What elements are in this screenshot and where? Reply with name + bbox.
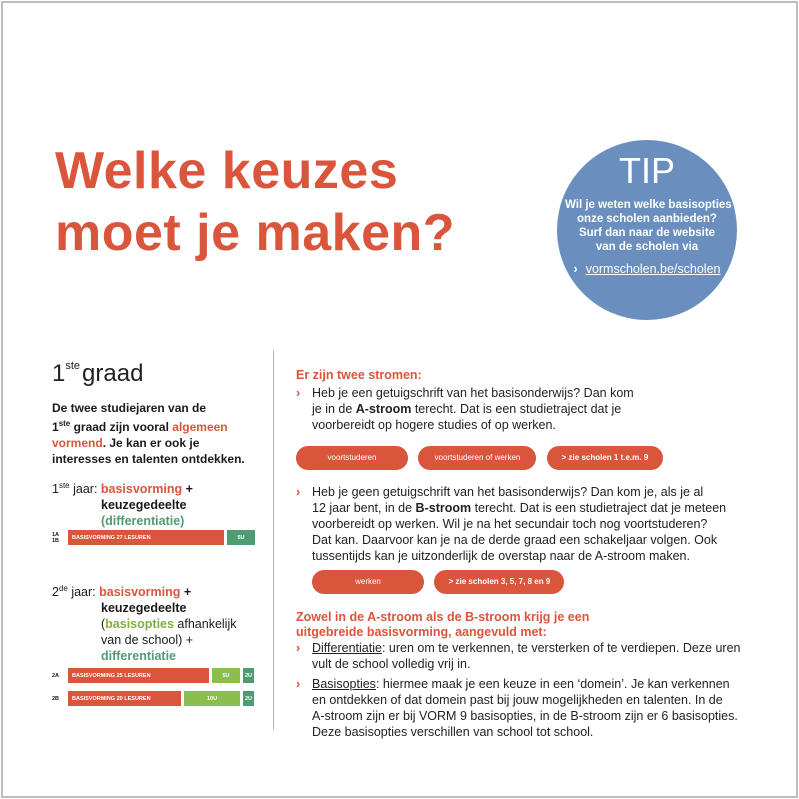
pill-voortstuderen[interactable]: voortstuderen [296,446,408,470]
para-line: A-stroom zijn er bij VORM 9 basisopties, in de B-stroom zijn er 6 basisopties. [312,709,738,723]
a-stroom-term: A-stroom [355,402,412,416]
bar-2a [52,668,257,683]
para-line: voorbereidt op hogere studies of op werken. [312,418,556,432]
jaar1-keuze: keuzegedeelte [101,498,187,512]
bar-1a1b [52,530,258,545]
bar-label-2b: 2B [52,695,60,702]
title-line-2: moet je maken? [55,204,456,262]
para-line: voorbereidt op werken. Wil je na het secundair toch nog voortstuderen? [312,517,708,531]
jaar1-num: 1 [52,482,59,496]
bar-segment-diff: 2U [243,691,254,706]
chevron-right-icon: › [296,485,301,499]
intro-line: De twee studiejaren van de [52,401,207,415]
graad-number: 1 [52,360,66,387]
jaar2-sup: de [58,584,68,593]
bar-segment-diff: 2U [243,668,254,683]
graad-heading [52,360,267,388]
tip-link[interactable] [557,262,737,276]
bar-label-1b: 1B [52,537,60,544]
intro-line: interesses en talenten ontdekken. [52,452,245,466]
para-line: Heb je een getuigschrift van het basisonderwijs? Dan kom [312,386,634,400]
bar-label [52,532,68,544]
jaar2-basis: basisvorming [99,585,181,599]
jaar2-opties: basisopties [105,617,174,631]
para-text: je in de [312,402,356,416]
pill-werken[interactable]: werken [312,570,424,594]
para-text: terecht. Dat is een studietraject dat je meteen [471,501,727,515]
left-column [52,360,267,702]
b-stroom-pills [296,570,741,594]
jaar2-keuze: keuzegedeelte [101,601,187,615]
a-stroom-paragraph [296,385,741,433]
differentiatie-term: Differentiatie [312,641,382,655]
bar-segment-opties: 10U [184,691,240,706]
jaar2-van: van de school) + [101,633,194,647]
intro-mid: graad zijn vooral [70,420,173,434]
bar-segment-opties: 5U [212,668,240,683]
intro-line [52,416,272,435]
para-line [312,676,741,692]
jaar2-plus: + [180,585,192,599]
basisopties-term: Basisopties [312,677,376,691]
para-line: tussentijds kan je uitzonderlijk de overstap naar de A-stroom maken. [312,549,690,563]
intro-red-2: vormend [52,436,103,450]
jaar2-num: 2 [52,585,59,599]
jaar1-basis: basisvorming [100,482,183,496]
chevron-right-icon: › [573,262,578,276]
page-title [55,140,455,264]
chevron-right-icon: › [296,677,301,691]
bar-segment-basis: BASISVORMING 25 LESUREN [68,668,209,683]
para-text: : hiermee maak je een keuze in een ‘domein’. Je kan verkennen [375,677,730,691]
graad-word: graad [82,360,144,387]
right-column [296,368,741,740]
jaar1-diff: (differentiatie) [101,514,185,528]
jaar2-afh: afhankelijk [173,617,237,631]
jaar2-label: jaar: [67,585,100,599]
zowel-heading [296,610,741,640]
b-stroom-paragraph [296,484,741,564]
intro-line [52,435,272,451]
bar-segment-basis: BASISVORMING 27 LESUREN [68,530,224,545]
bar-2b [52,691,257,706]
a-stroom-pills [296,446,741,470]
basisopties-paragraph [296,676,741,740]
pill-zie-scholen-a[interactable]: > zie scholen 1 t.e.m. 9 [547,446,663,470]
para-line: Dat kan. Daarvoor kan je na de derde graad een schakeljaar volgen. Ook [312,533,718,547]
para-line [312,640,741,656]
para-line: en ontdekken of dat domein past bij jouw mogelijkheden en talenten. In de [312,693,723,707]
stromen-heading: Er zijn twee stromen: [296,368,422,382]
tip-line: van de scholen via [595,241,699,253]
jaar2-diff: differentiatie [101,649,177,663]
tip-circle [557,140,737,320]
pill-zie-scholen-b[interactable]: > zie scholen 3, 5, 7, 8 en 9 [434,570,564,594]
title-line-1: Welke keuzes [55,142,399,200]
bar-label-2a: 2A [52,672,60,679]
para-line [312,401,741,417]
para-text: 12 jaar bent, in de [312,501,416,515]
tip-line: Wil je weten welke basisopties [565,199,732,211]
chevron-right-icon: › [296,641,301,655]
para-text: terecht. Dat is een studietraject dat je [411,402,622,416]
column-divider [273,350,274,730]
chevron-right-icon: › [296,386,301,400]
intro-red: algemeen [172,420,228,434]
jaar2-block [52,581,237,664]
b-stroom-term: B-stroom [415,501,472,515]
intro-num: 1 [52,420,59,434]
para-text: : uren om te verkennen, te versterken of te verdiepen. Deze uren [381,641,741,655]
intro-text [52,400,272,467]
tip-line: Surf dan naar de website [578,227,716,239]
zowel-line-1: Zowel in de A-stroom als de B-stroom krijg je een [296,610,590,624]
jaar2-open: ( [101,617,106,631]
tip-line: onze scholen aanbieden? [577,213,717,225]
bar-label-1a: 1A [52,531,60,538]
graad-sup: ste [65,360,81,372]
para-line: Deze basisopties verschillen van school tot school. [312,725,594,739]
tip-link-text[interactable]: vormscholen.be/scholen [585,262,721,276]
jaar2-opties-line [52,616,237,632]
intro-sup: ste [58,419,71,428]
para-line [312,500,741,516]
jaar1-block [52,478,193,529]
jaar1-sup: ste [58,481,70,490]
bar-segment-diff: 5U [227,530,255,545]
tip-heading: TIP [618,150,675,191]
para-line: Heb je geen getuigschrift van het basisonderwijs? Dan kom je, als je al [312,485,704,499]
jaar1-plus: + [182,482,193,496]
bar-segment-basis: BASISVORMING 20 LESUREN [68,691,181,706]
zowel-line-2: uitgebreide basisvorming, aangevuld met: [296,625,547,639]
jaar1-label: jaar: [69,482,101,496]
intro-rest: . Je kan er ook je [102,436,200,450]
pill-voortstuderen-of-werken[interactable]: voortstuderen of werken [418,446,536,470]
para-line: vult de school volledig vrij in. [312,657,471,671]
differentiatie-paragraph [296,640,741,672]
tip-text [565,198,732,254]
